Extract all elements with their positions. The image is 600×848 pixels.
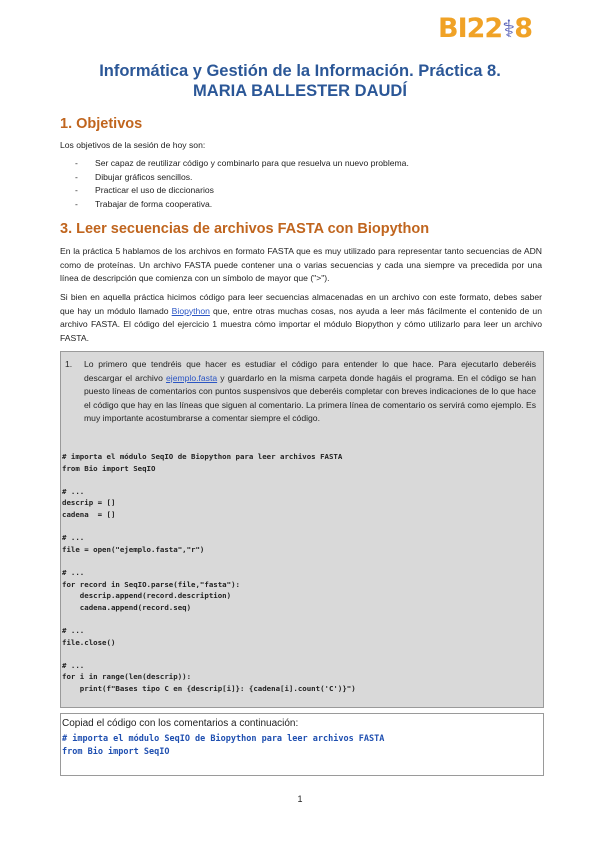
list-item: - Dibujar gráficos sencillos. <box>60 171 409 185</box>
page-title: Informática y Gestión de la Información. Práctica 8. <box>99 62 501 80</box>
list-item: - Practicar el uso de diccionarios <box>60 184 409 198</box>
exercise-number: 1. <box>65 359 73 369</box>
student-name: MARIA BALLESTER DAUDÍ <box>193 82 407 100</box>
fasta-paragraph-1: En la práctica 5 hablamos de los archivos en formato FASTA que es muy utilizado para representar tanto secuencias de ADN como de proteínas. Un archivo FASTA puede contener una o varias secuencias y cada una siempre va precedida por una línea de descripción que comienza con un símbolo de mayor que (">"). <box>60 246 542 284</box>
bi22-logo <box>438 13 532 44</box>
list-item: - Trabajar de forma cooperativa. <box>60 198 409 212</box>
list-item: - Ser capaz de reutilizar código y combinarlo para que resuelva un nuevo problema. <box>60 157 409 171</box>
dna-helix-icon: ⚕ <box>502 15 515 43</box>
exercise-text: Lo primero que tendréis que hacer es estudiar el código para entender lo que hace. Para ejecutarlo deberéis descargar el archivo ejemplo.fasta y guardarlo en la misma carpeta donde hagáis el programa. En el código se han puesto líneas de comentarios con puntos suspensivos que deberéis completar con breves indicaciones de lo que hace el código que hay en las líneas que siguen al comentario. La primera línea de comentario os servirá como ejemplo. Es muy importante acostumbrarse a comentar siempre el código. <box>84 359 536 424</box>
exercise-1 <box>65 358 536 426</box>
section-fasta-heading: 3. Leer secuencias de archivos FASTA con Biopython <box>60 221 430 237</box>
code-block: # importa el módulo SeqIO de Biopython para leer archivos FASTA from Bio import SeqIO # ... descrip = [] cadena = [] # ... file = open("ejemplo.fasta","r") # ... for record in SeqIO.parse(file,"fasta"): descrip.append(record.description) cadena.append(record.seq) # ... file.close() # ... for i in range(len(descrip)): print(f"Bases tipo C en {descrip[i]}: {cadena[i].count('C')}") <box>62 452 356 693</box>
objetivos-list <box>60 157 409 211</box>
ejemplo-fasta-link[interactable]: ejemplo.fasta <box>166 372 218 383</box>
logo-text: BI22 <box>438 13 503 44</box>
answer-code: # importa el módulo SeqIO de Biopython para leer archivos FASTA from Bio import SeqIO <box>62 734 385 757</box>
page-number: 1 <box>297 794 303 804</box>
fasta-paragraph-2: Si bien en aquella práctica hicimos código para leer secuencias almacenadas en un archivo con este formato, debes saber que hay un módulo llamado Biopython que, entre otras muchas cosas, nos ayuda a leer más fácilmente el contenido de un archivo FASTA. El código del ejercicio 1 muestra cómo importar el módulo Biopython y cómo utilizarlo para leer un archivo FASTA. <box>60 292 542 343</box>
objetivos-intro: Los objetivos de la sesión de hoy son: <box>60 140 206 150</box>
logo-text-end: 8 <box>514 13 532 44</box>
biopython-link[interactable]: Biopython <box>171 305 210 316</box>
section-objetivos-heading: 1. Objetivos <box>60 116 143 132</box>
answer-label: Copiad el código con los comentarios a continuación: <box>62 718 299 729</box>
